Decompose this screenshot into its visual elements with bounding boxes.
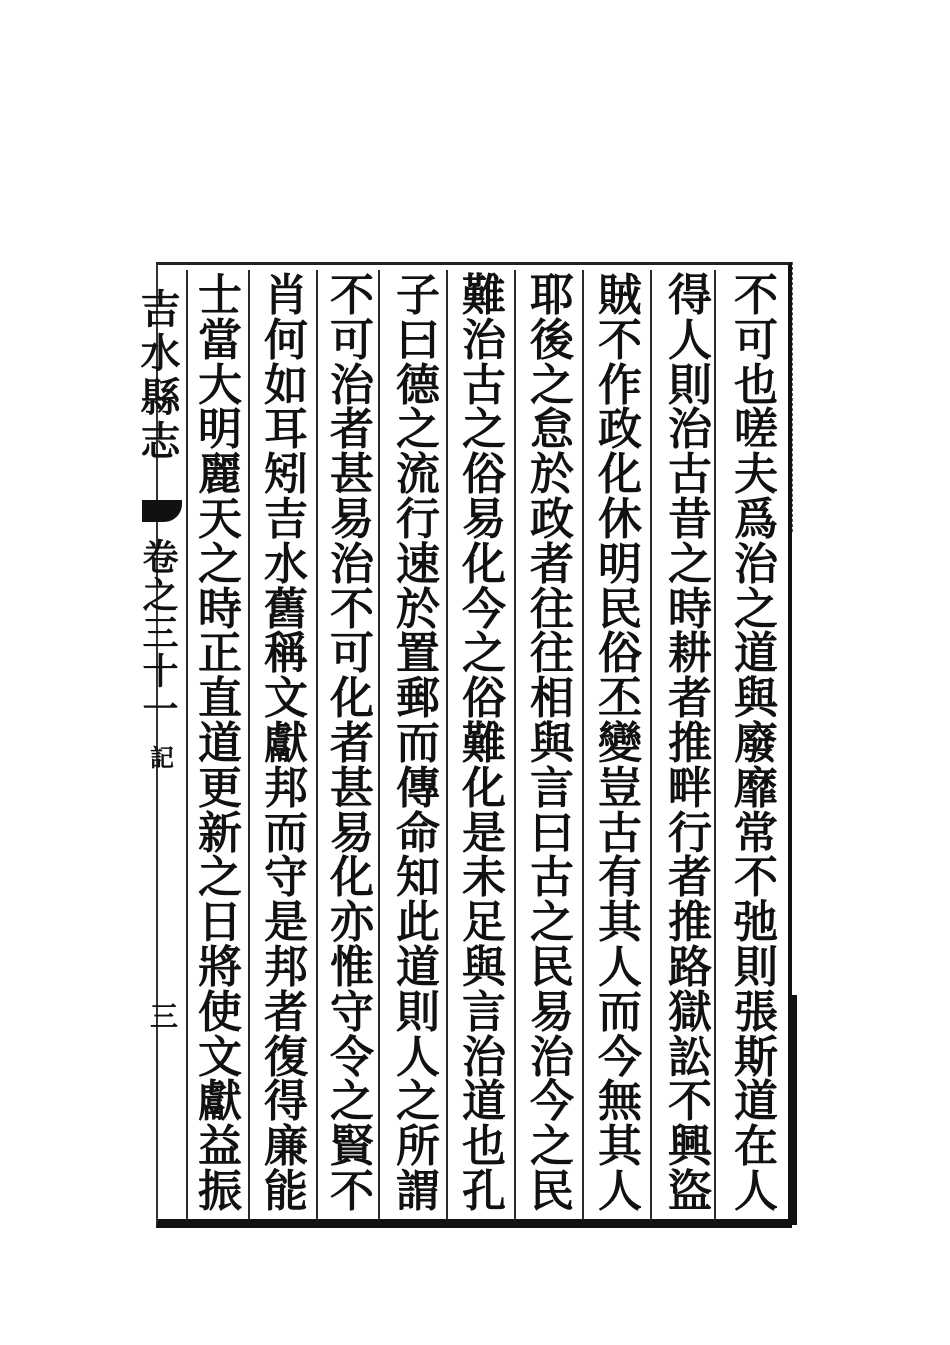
column-divider [248,270,250,1220]
character: 靡 [734,762,778,814]
character: 民 [530,941,574,993]
character: 甚 [330,762,374,814]
character: 而 [264,807,308,859]
character: 德 [396,359,440,411]
column-divider [514,270,516,1220]
character: 化 [330,852,374,904]
character: 化 [462,762,506,814]
character: 使 [198,986,242,1038]
character: 明 [598,538,642,590]
character: 可 [734,314,778,366]
character: 之 [530,1121,574,1173]
character: 流 [396,449,440,501]
character: 士 [198,270,242,321]
character: 之 [462,404,506,456]
character: 甚 [330,449,374,501]
character: 今 [462,583,506,635]
character: 治 [462,1031,506,1083]
character: 治 [734,538,778,590]
character: 往 [530,628,574,680]
text-column [592,270,648,1220]
character: 民 [598,583,642,635]
character: 廉 [264,1121,308,1173]
character: 後 [530,314,574,366]
character: 置 [396,628,440,680]
character: 其 [598,897,642,949]
character: 能 [264,1165,308,1217]
character: 之 [462,628,506,680]
character: 也 [462,1121,506,1173]
character: 復 [264,1031,308,1083]
character: 道 [198,717,242,769]
text-column [662,270,718,1220]
character: 振 [198,1165,242,1217]
character: 郵 [396,673,440,725]
character: 守 [264,852,308,904]
character: 新 [198,807,242,859]
character: 者 [668,673,712,725]
text-column [258,270,314,1220]
character: 麗 [198,449,242,501]
character: 不 [668,1076,712,1128]
column-divider [582,270,584,1220]
character: 古 [462,359,506,411]
character: 是 [264,897,308,949]
text-column [324,270,380,1220]
character: 易 [330,493,374,545]
character: 今 [598,1031,642,1083]
character: 張 [734,986,778,1038]
character: 難 [462,270,506,321]
character: 休 [598,493,642,545]
character: 肖 [264,270,308,321]
character: 正 [198,628,242,680]
character: 之 [198,852,242,904]
character: 路 [668,941,712,993]
text-column [192,270,248,1220]
character: 廢 [734,717,778,769]
character: 怠 [530,404,574,456]
character: 不 [330,270,374,321]
character: 亦 [330,897,374,949]
character: 未 [462,852,506,904]
character: 不 [330,583,374,635]
character: 化 [462,538,506,590]
character: 相 [530,673,574,725]
character: 令 [330,1031,374,1083]
character: 獄 [668,986,712,1038]
character: 往 [530,583,574,635]
character: 當 [198,314,242,366]
character: 之 [530,359,574,411]
character: 之 [198,538,242,590]
character: 道 [396,941,440,993]
column-divider [446,270,448,1220]
text-column [524,270,580,1220]
character: 可 [330,628,374,680]
character: 知 [396,852,440,904]
character: 子 [396,270,440,321]
character: 耕 [668,628,712,680]
character: 傳 [396,762,440,814]
character: 不 [734,270,778,321]
character: 則 [668,359,712,411]
character: 古 [530,852,574,904]
character: 時 [668,583,712,635]
character: 可 [330,314,374,366]
character: 變 [598,717,642,769]
frame-edge [792,262,799,532]
character: 邦 [264,941,308,993]
character: 足 [462,897,506,949]
character: 古 [598,807,642,859]
character: 常 [734,807,778,859]
character: 其 [598,1121,642,1173]
character: 之 [330,1076,374,1128]
character: 易 [330,807,374,859]
character: 治 [462,314,506,366]
character: 者 [530,538,574,590]
character: 將 [198,941,242,993]
character: 難 [462,717,506,769]
character: 畔 [668,762,712,814]
character: 興 [668,1121,712,1173]
character: 而 [396,717,440,769]
character: 而 [598,986,642,1038]
character: 行 [668,807,712,859]
character: 此 [396,897,440,949]
character: 惟 [330,941,374,993]
character: 則 [396,986,440,1038]
character: 治 [330,538,374,590]
character: 丕 [598,673,642,725]
character: 言 [462,986,506,1038]
character: 吉 [264,493,308,545]
character: 邦 [264,762,308,814]
frame-bar [790,995,797,1225]
character: 在 [734,1121,778,1173]
character: 言 [530,762,574,814]
character: 推 [668,897,712,949]
character: 爲 [734,493,778,545]
character: 無 [598,1076,642,1128]
juan-number: 卷之三十一 [137,538,179,728]
character: 命 [396,807,440,859]
character: 俗 [462,449,506,501]
character: 則 [734,941,778,993]
column-divider [186,270,188,1220]
character: 文 [198,1031,242,1083]
character: 斯 [734,1031,778,1083]
character: 得 [668,270,712,321]
column-divider [650,270,652,1220]
character: 曰 [396,314,440,366]
text-column [728,270,784,1220]
character: 弛 [734,897,778,949]
character: 之 [396,404,440,456]
character: 明 [198,404,242,456]
character: 是 [462,807,506,859]
character: 之 [668,538,712,590]
character: 治 [330,359,374,411]
character: 易 [530,986,574,1038]
character: 天 [198,493,242,545]
character: 耶 [530,270,574,321]
character: 於 [530,449,574,501]
character: 也 [734,359,778,411]
character: 治 [668,404,712,456]
character: 之 [530,897,574,949]
character: 者 [330,404,374,456]
text-column [390,270,446,1220]
character: 賢 [330,1121,374,1173]
character: 人 [396,1031,440,1083]
character: 俗 [598,628,642,680]
character: 曰 [530,807,574,859]
character: 時 [198,583,242,635]
character: 獻 [264,717,308,769]
section-label: 記 [150,743,174,772]
character: 之 [396,1076,440,1128]
character: 守 [330,986,374,1038]
character: 易 [462,493,506,545]
character: 直 [198,673,242,725]
character: 日 [198,897,242,949]
character: 速 [396,538,440,590]
character: 得 [264,1076,308,1128]
character: 者 [264,986,308,1038]
character: 推 [668,717,712,769]
character: 盜 [668,1165,712,1217]
book-title: 吉水縣志 [134,288,181,464]
character: 豈 [598,762,642,814]
character: 如 [264,359,308,411]
character: 化 [598,449,642,501]
character: 人 [668,314,712,366]
character: 者 [330,717,374,769]
character: 與 [462,941,506,993]
page-number: 三 [150,1000,179,1033]
character: 耳 [264,404,308,456]
character: 政 [598,404,642,456]
character: 古 [668,449,712,501]
character: 道 [734,628,778,680]
character: 訟 [668,1031,712,1083]
character: 不 [330,1165,374,1217]
character: 稱 [264,628,308,680]
character: 人 [598,1165,642,1217]
character: 更 [198,762,242,814]
character: 道 [734,1076,778,1128]
character: 昔 [668,493,712,545]
character: 人 [598,941,642,993]
character: 化 [330,673,374,725]
character: 作 [598,359,642,411]
character: 人 [734,1165,778,1217]
character: 大 [198,359,242,411]
character: 政 [530,493,574,545]
character: 益 [198,1121,242,1173]
character: 之 [734,583,778,635]
character: 嗟 [734,404,778,456]
character: 不 [598,314,642,366]
character: 治 [530,1031,574,1083]
character: 俗 [462,673,506,725]
character: 文 [264,673,308,725]
character: 民 [530,1165,574,1217]
character: 水 [264,538,308,590]
character: 與 [734,673,778,725]
character: 賊 [598,270,642,321]
character: 今 [530,1076,574,1128]
character: 於 [396,583,440,635]
character: 孔 [462,1165,506,1217]
character: 夫 [734,449,778,501]
character: 獻 [198,1076,242,1128]
column-divider [316,270,318,1220]
character: 不 [734,852,778,904]
fishtail-mark [142,500,182,522]
character: 者 [668,852,712,904]
character: 舊 [264,583,308,635]
character: 所 [396,1121,440,1173]
character: 何 [264,314,308,366]
character: 與 [530,717,574,769]
character: 道 [462,1076,506,1128]
character: 謂 [396,1165,440,1217]
character: 有 [598,852,642,904]
character: 矧 [264,449,308,501]
character: 行 [396,493,440,545]
text-column [456,270,512,1220]
